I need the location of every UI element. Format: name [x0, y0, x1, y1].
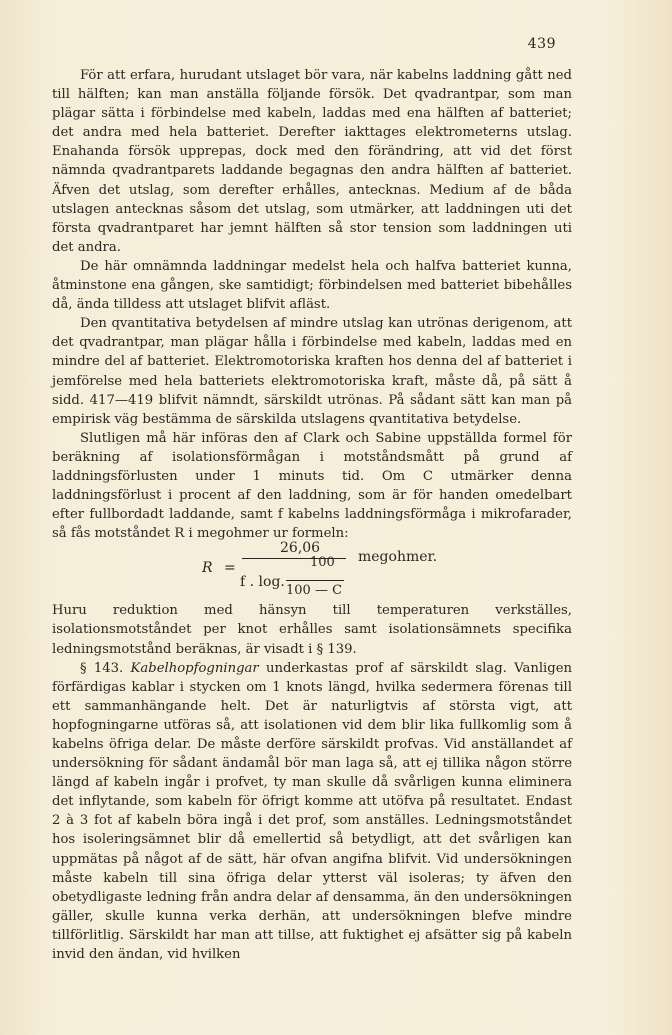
section-text: underkastas prof af särskildt slag. Vanligen förfärdigas kablar i stycken om 1 knots längd, hvilka sedermera förenas till ett sammanhängande helt. Det är naturligtvis af största vigt, att hopfogningarne utföras så, att isolationen vid dem blir lika fullkomlig som å kabelns öfriga delar. De måste derföre särskildt profvas. Vid anställandet af undersökning för sådant ändamål bör man laga så, att ej tillika någon större längd af kabeln ingår i profvet, ty man skulle då svårligen kunna eliminera det inflytande, som kabeln för öfrigt komme att utöfva på resultatet. Endast 2 à 3 fot af kabeln böra ingå i det prof, som anställes. Ledningsmotståndet hos isoleringsämnet blir då emellertid så betydligt, att det svårligen kan uppmätas på något af de sätt, här ofvan angifna blifvit. Vid undersökningen måste kabeln till sina öfriga delar ytterst väl isoleras; ty äfven den obetydligaste ledning från andra delar af densamma, än den undersökningen gäller, skulle kunna verka derhän, att undersökningen blefve mindre tillförlitlig. Särskildt har man att tillse, att fuktighet ej afsätter sig på kabeln invid den ändan, vid hvilken: [52, 660, 572, 963]
page-number: 439: [527, 36, 556, 52]
section-143: [52, 659, 572, 965]
body-text: [52, 66, 572, 964]
section-title: Kabelhopfogningar: [130, 660, 259, 676]
formula-inner-denominator: 100 — C: [286, 583, 343, 599]
paragraph-2: De här omnämnda laddningar medelst hela och halfva batteriet kunna, åtminstone ena gången, ske samtidigt; förbindelsen med batteriet bibehålles då, ända tilldess att utslaget blifvit afläst.: [52, 258, 572, 313]
paragraph-after-formula: Huru reduktion med hänsyn till temperaturen verkställes, isolationsmotståndet per knot erhålles samt isolationsämnets specifika ledningsmotstånd beräknas, är visadt i § 139.: [52, 603, 572, 657]
formula-numerator: 26,06: [280, 540, 321, 557]
resistance-formula: [52, 540, 572, 599]
formula-inner-numerator: 100: [310, 555, 335, 571]
paragraph-1: För att erfara, hurudant utslaget bör vara, när kabelns laddning gått ned till hälften; kan man anställa följande försök. Det qvadrantpar, som man plägar sätta i förbindelse med kabeln, laddas med ena hälften af batteriet; det andra med hela batteriet. Derefter iakttages elektrometerns utslag. Enahanda försök upprepas, dock med den förändring, att vid det först nämnda qvadrantparets laddande begagnas den andra hälften af batteriet. Äfven det utslag, som derefter erhålles, antecknas. Medium af de båda utslagen antecknas såsom det utslag, som utmärker, att laddningen uti det första qvadrantparet har jemnt hälften så stor tension som laddningen uti det andra.: [52, 68, 572, 255]
formula-unit: megohmer.: [358, 549, 438, 566]
formula-denominator-prefix: f . log.: [240, 574, 285, 591]
formula-lhs: R: [202, 560, 213, 577]
formula-equals: =: [224, 560, 236, 577]
paragraph-3: Den qvantitativa betydelsen af mindre utslag kan utrönas derigenom, att det qvadrantpar, man plägar hålla i förbindelse med kabeln, laddas med en mindre del af batteriet. Elektromotoriska kraften hos denna del af batteriet i jemförelse med hela batteriets elektromotoriska kraft, måste då, på sätt å sidd. 417—419 blifvit nämndt, särskildt utrönas. På sådant sätt kan man på empirisk väg bestämma de särskilda utslagens qvantitativa betydelse.: [52, 316, 572, 427]
paragraph-4: Slutligen må här införas den af Clark och Sabine uppställda formel för beräkning af isolationsförmågan i motståndsmått på grund af laddningsförlusten under 1 minuts tid. Om C utmärker denna laddningsförlust i procent af den laddning, som är för handen omedelbart efter fullbordadt laddande, samt f kabelns laddningsförmåga i mikrofarader, så fås motståndet R i megohmer ur formeln:: [52, 430, 572, 542]
section-number: § 143.: [80, 660, 124, 676]
